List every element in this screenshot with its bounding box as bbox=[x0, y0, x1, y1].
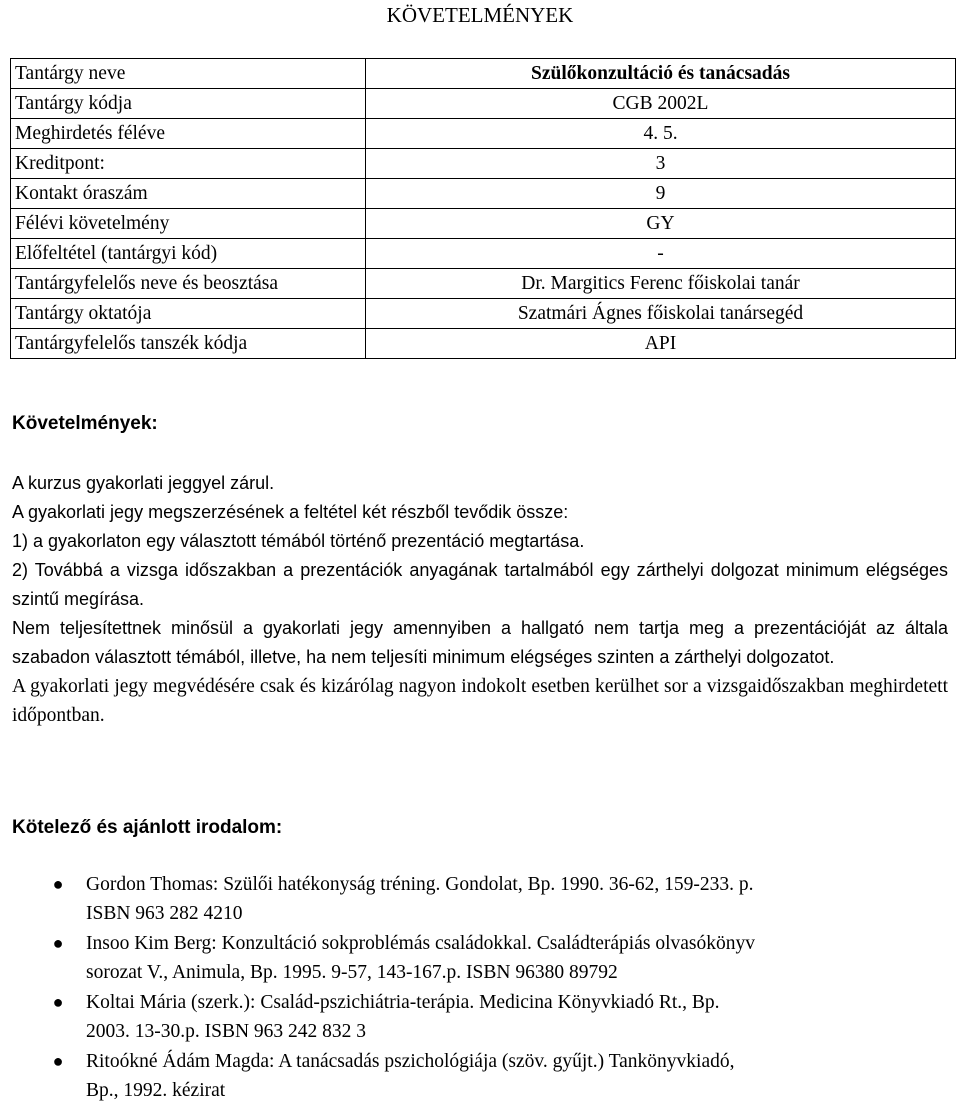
row-value-requirement-type: GY bbox=[366, 209, 956, 239]
row-label-semester: Meghirdetés féléve bbox=[11, 119, 366, 149]
row-value-semester: 4. 5. bbox=[366, 119, 956, 149]
row-label-requirement-type: Félévi követelmény bbox=[11, 209, 366, 239]
literature-heading: Kötelező és ajánlott irodalom: bbox=[12, 817, 283, 838]
bullet-icon: ● bbox=[52, 1051, 64, 1071]
table-row bbox=[11, 209, 956, 239]
literature-item-line: sorozat V., Animula, Bp. 1995. 9-57, 143-167.p. ISBN 96380 89792 bbox=[86, 962, 618, 983]
literature-item-line: Bp., 1992. kézirat bbox=[86, 1080, 226, 1101]
row-label-instructor: Tantárgy oktatója bbox=[11, 299, 366, 329]
table-row bbox=[11, 149, 956, 179]
requirements-paragraph: A kurzus gyakorlati jeggyel zárul. bbox=[12, 473, 275, 493]
requirements-heading: Követelmények: bbox=[12, 413, 158, 434]
literature-item-line: ISBN 963 282 4210 bbox=[86, 903, 243, 924]
row-value-prerequisite: - bbox=[366, 239, 956, 269]
literature-item-line: 2003. 13-30.p. ISBN 963 242 832 3 bbox=[86, 1021, 367, 1042]
row-label-responsible: Tantárgyfelelős neve és beosztása bbox=[11, 269, 366, 299]
requirements-paragraph: 2) Továbbá a vizsga időszakban a prezentációk anyagának tartalmából egy zárthelyi dolgozat minimum elégséges szintű megírása. bbox=[12, 560, 948, 609]
list-item bbox=[0, 929, 960, 987]
literature-item-line: Insoo Kim Berg: Konzultáció sokproblémás családokkal. Családterápiás olvasókönyv bbox=[86, 933, 755, 954]
table-row bbox=[11, 89, 956, 119]
row-label-department-code: Tantárgyfelelős tanszék kódja bbox=[11, 329, 366, 359]
literature-item-line: Ritoókné Ádám Magda: A tanácsadás pszichológiája (szöv. gyűjt.) Tankönyvkiadó, bbox=[86, 1051, 735, 1072]
requirements-paragraph: 1) a gyakorlaton egy választott témából történő prezentáció megtartása. bbox=[12, 531, 585, 551]
requirements-paragraph: A gyakorlati jegy megszerzésének a feltétel két részből tevődik össze: bbox=[12, 502, 569, 522]
page-title: KÖVETELMÉNYEK bbox=[386, 3, 574, 27]
literature-item-line: Gordon Thomas: Szülői hatékonyság tréning. Gondolat, Bp. 1990. 36-62, 159-233. p. bbox=[86, 874, 754, 895]
literature-item-line: Koltai Mária (szerk.): Család-pszichiátria-terápia. Medicina Könyvkiadó Rt., Bp. bbox=[86, 992, 720, 1013]
requirements-paragraph: A gyakorlati jegy megvédésére csak és kizárólag nagyon indokolt esetben kerülhet sor a vizsgaidőszakban meghirdetett időpontban. bbox=[12, 676, 948, 726]
row-label-contact-hours: Kontakt óraszám bbox=[11, 179, 366, 209]
table-row bbox=[11, 59, 956, 89]
table-row bbox=[11, 119, 956, 149]
row-value-instructor: Szatmári Ágnes főiskolai tanársegéd bbox=[366, 299, 956, 329]
bullet-icon: ● bbox=[52, 874, 64, 894]
row-label-subject-name: Tantárgy neve bbox=[11, 59, 366, 89]
list-item bbox=[0, 988, 960, 1046]
row-label-prerequisite: Előfeltétel (tantárgyi kód) bbox=[11, 239, 366, 269]
row-label-credits: Kreditpont: bbox=[11, 149, 366, 179]
bullet-icon: ● bbox=[52, 933, 64, 953]
bullet-icon: ● bbox=[52, 992, 64, 1012]
row-value-subject-name: Szülőkonzultáció és tanácsadás bbox=[366, 59, 956, 89]
literature-list bbox=[0, 870, 960, 1106]
row-value-contact-hours: 9 bbox=[366, 179, 956, 209]
row-value-department-code: API bbox=[366, 329, 956, 359]
row-label-subject-code: Tantárgy kódja bbox=[11, 89, 366, 119]
requirements-paragraph: Nem teljesítettnek minősül a gyakorlati jegy amennyiben a hallgató nem tartja meg a prezentációját az általa szabadon választott témából, illetve, ha nem teljesíti minimum elégséges szinten a zárthelyi dolgozatot. bbox=[12, 618, 948, 667]
requirements-body bbox=[12, 469, 948, 730]
table-row bbox=[11, 269, 956, 299]
list-item bbox=[0, 870, 960, 928]
table-row bbox=[11, 329, 956, 359]
table-row bbox=[11, 179, 956, 209]
table-row bbox=[11, 299, 956, 329]
list-item bbox=[0, 1047, 960, 1105]
row-value-subject-code: CGB 2002L bbox=[366, 89, 956, 119]
table-row bbox=[11, 239, 956, 269]
course-info-table bbox=[10, 58, 956, 359]
row-value-credits: 3 bbox=[366, 149, 956, 179]
row-value-responsible: Dr. Margitics Ferenc főiskolai tanár bbox=[366, 269, 956, 299]
